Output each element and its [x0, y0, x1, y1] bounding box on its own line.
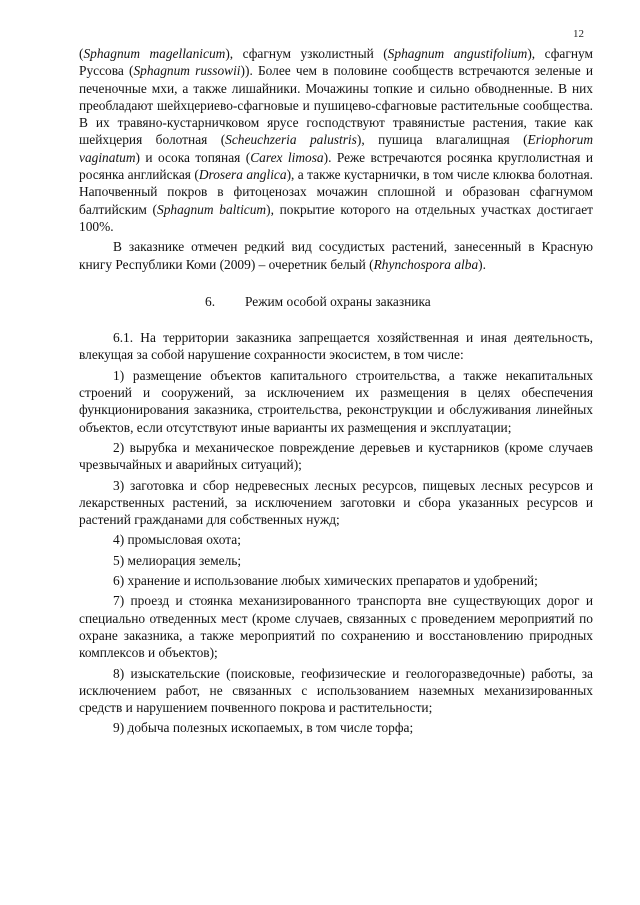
list-item: 2) вырубка и механическое повреждение деревьев и кустарников (кроме случаев чрезвычайных и аварийных ситуаций);: [79, 439, 593, 473]
list-item: 1) размещение объектов капитального строительства, а также некапитальных строений и сооружений, за исключением их размещения в целях обеспечения функционирования заказника, строительства, реконструкции и обслуживания линейных объектов, если отсутствуют иные варианты их размещения и эксплуатации;: [79, 367, 593, 435]
page-number: 12: [573, 28, 584, 40]
list-item: 5) мелиорация земель;: [113, 552, 242, 568]
section-number: 6.: [205, 293, 216, 309]
paragraph-vegetation: (Sphagnum magellanicum), сфагнум узколистный (Sphagnum angustifolium), сфагнум Руссова (Sphagnum russowii)). Более чем в половине сообществ встречаются зеленые и печеночные мхи, а также лишайники. Мочажины топкие и сильно обводненные. В них преобладают шейхцериево-сфагновые и пушицево-сфагновые растительные сообщества. В их травяно-кустарничковом ярусе господствуют травянистые растения, такие как шейхцерия болотная (Scheuchzeria palustris), пушица влагалищная (Eriophorum vaginatum) и осока топяная (Carex limosa). Реже встречаются росянка круглолистная и росянка английская (Drosera anglica), а также кустарнички, в том числе клюква болотная. Напочвенный покров в фитоценозах мочажин сплошной и образован сфагнумом балтийским (Sphagnum balticum), покрытие которого на отдельных участках достигает 100%.: [79, 46, 594, 234]
section-heading: [79, 293, 593, 310]
list-item: 3) заготовка и сбор недревесных лесных ресурсов, пищевых лесных ресурсов и лекарственных растений, за исключением заготовки и сбора указанных ресурсов и растений гражданами для собственных нужд;: [79, 477, 593, 528]
paragraph-intro: 6.1. На территории заказника запрещается хозяйственная и иная деятельность, влекущая за собой нарушение сохранности экосистем, в том числе:: [79, 330, 593, 363]
list-item: 4) промысловая охота;: [113, 532, 241, 548]
document-body: [79, 45, 593, 737]
list-item: 7) проезд и стоянка механизированного транспорта вне существующих дорог и специально отведенных мест (кроме случаев, связанных с проведением мероприятий по охране заказника, а также мероприятий по сохранению и восстановлению природных комплексов и объектов);: [79, 593, 593, 661]
list-item: 8) изыскательские (поисковые, геофизические и геологоразведочные) работы, за исключением работ, не связанных с использованием наземных механизированных средств и нарушением почвенного покрова и растительности;: [79, 665, 593, 716]
list-item: 6) хранение и использование любых химических препаратов и удобрений;: [113, 573, 538, 589]
paragraph-rare-species: В заказнике отмечен редкий вид сосудистых растений, занесенный в Красную книгу Республики Коми (2009) – очеретник белый (Rhynchospora alba).: [79, 239, 593, 272]
section-title: Режим особой охраны заказника: [245, 293, 431, 309]
list-item: 9) добыча полезных ископаемых, в том числе торфа;: [113, 720, 414, 736]
